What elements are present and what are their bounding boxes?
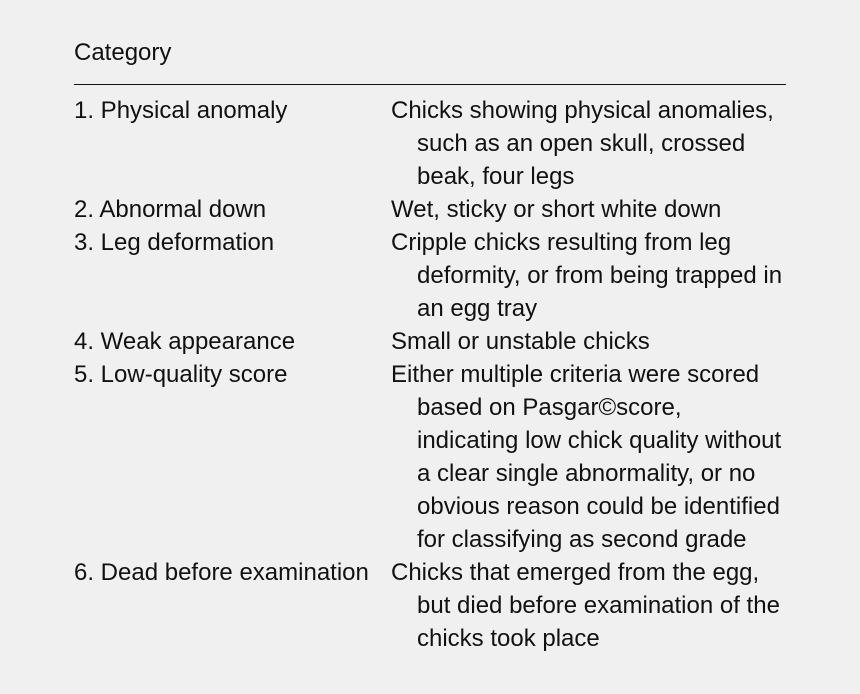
table-row [74,94,786,193]
category-cell: 4. Weak appearance [74,328,296,355]
description-cell: Chicks showing physical anomalies, such as an open skull, crossed beak, four legs [391,97,774,190]
category-cell: 6. Dead before examination [74,559,369,586]
table-row [74,193,786,226]
category-cell: 3. Leg deformation [74,229,275,256]
category-cell: 1. Physical anomaly [74,97,288,124]
description-cell: Wet, sticky or short white down [391,196,722,223]
table-row [74,556,786,655]
category-table [74,36,786,655]
category-cell: 5. Low-quality score [74,361,288,388]
column-header-category: Category [74,39,172,66]
description-cell: Chicks that emerged from the egg, but died before examination of the chicks took place [391,559,780,652]
description-cell: Small or unstable chicks [391,328,650,355]
description-cell: Cripple chicks resulting from leg deformity, or from being trapped in an egg tray [391,229,783,322]
description-cell: Either multiple criteria were scored based on Pasgar©score, indicating low chick quality without a clear single abnormality, or no obvious reason could be identified for classifying as second grade [391,361,782,553]
table-row [74,226,786,325]
category-cell: 2. Abnormal down [74,196,267,223]
table-row [74,358,786,556]
table-row [74,325,786,358]
header-rule [74,84,786,85]
